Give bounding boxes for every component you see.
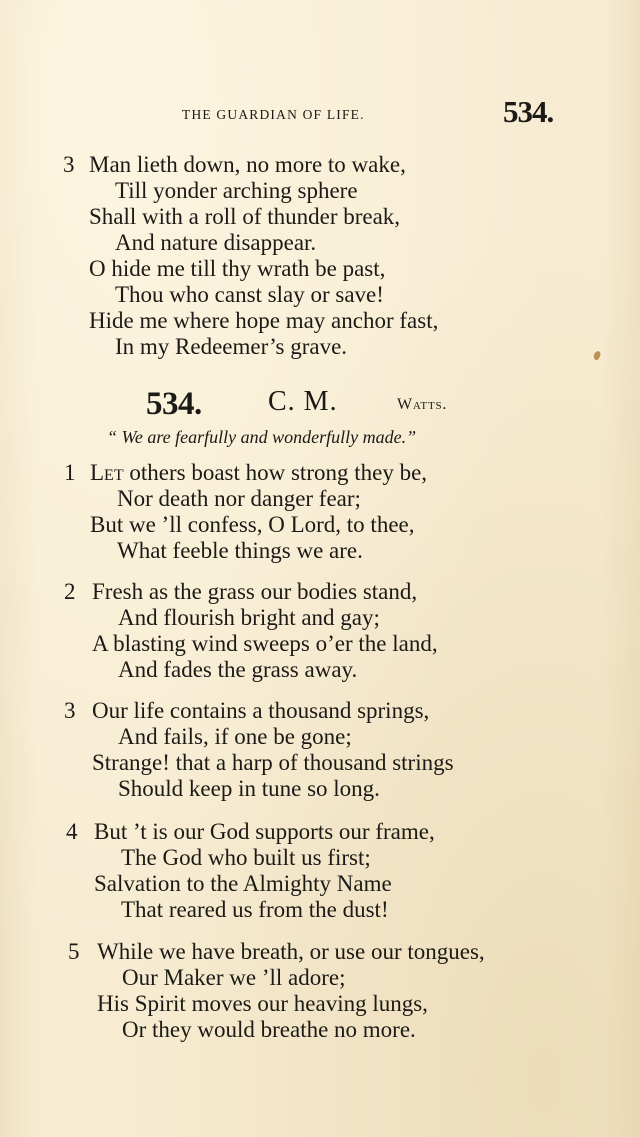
verse-line: In my Redeemer’s grave.: [115, 334, 348, 359]
verse-number: 3: [63, 152, 75, 177]
verse-line: But we ’ll confess, O Lord, to thee,: [90, 512, 415, 537]
hymn-number: 534.: [146, 386, 202, 422]
verse-line: [90, 461, 427, 484]
verse-line: Our Maker we ’ll adore;: [122, 965, 346, 990]
hymn-meter: C. M.: [268, 386, 338, 417]
verse-line: Shall with a roll of thunder break,: [89, 204, 401, 229]
verse-line: A blasting wind sweeps o’er the land,: [92, 631, 438, 656]
verse-line: Should keep in tune so long.: [118, 776, 380, 801]
verse-line: Or they would breathe no more.: [122, 1017, 416, 1042]
verse-line: Nor death nor danger fear;: [117, 486, 361, 511]
verse-line: While we have breath, or use our tongues,: [97, 939, 485, 964]
verse-line: And fades the grass away.: [118, 657, 358, 682]
running-head: THE GUARDIAN OF LIFE.: [182, 107, 365, 122]
verse-line: What feeble things we are.: [117, 538, 363, 563]
page-number: 534.: [503, 94, 554, 129]
verse-line: Strange! that a harp of thousand strings: [92, 750, 454, 775]
verse-line: And nature disappear.: [115, 230, 317, 255]
verse-line: O hide me till thy wrath be past,: [89, 256, 386, 281]
verse-number: 2: [64, 579, 76, 604]
verse-line: Our life contains a thousand springs,: [92, 698, 430, 723]
verse-line: Man lieth down, no more to wake,: [89, 152, 406, 177]
verse-number: 4: [66, 819, 78, 844]
verse-number: 5: [68, 939, 80, 964]
verse-number: 1: [64, 460, 76, 485]
hymn-author: Watts.: [397, 396, 448, 413]
verse-line: And fails, if one be gone;: [118, 724, 352, 749]
verse-line: His Spirit moves our heaving lungs,: [97, 991, 428, 1016]
drop-word: Let: [90, 460, 124, 485]
verse-line: Thou who canst slay or save!: [115, 282, 384, 307]
verse-line: Salvation to the Almighty Name: [94, 871, 392, 896]
verse-line: Fresh as the grass our bodies stand,: [92, 579, 418, 604]
hymn-epigraph: “ We are fearfully and wonderfully made.”: [107, 427, 417, 447]
verse-line: That reared us from the dust!: [121, 897, 389, 922]
verse-number: 3: [64, 698, 76, 723]
verse-line: Till yonder arching sphere: [115, 178, 358, 203]
verse-line: The God who built us first;: [121, 845, 371, 870]
verse-line: But ’t is our God supports our frame,: [94, 819, 435, 844]
verse-line-rest: others boast how strong they be,: [123, 460, 428, 485]
verse-line: Hide me where hope may anchor fast,: [89, 308, 439, 333]
verse-line: And flourish bright and gay;: [118, 605, 380, 630]
ink-speck: [592, 350, 601, 361]
